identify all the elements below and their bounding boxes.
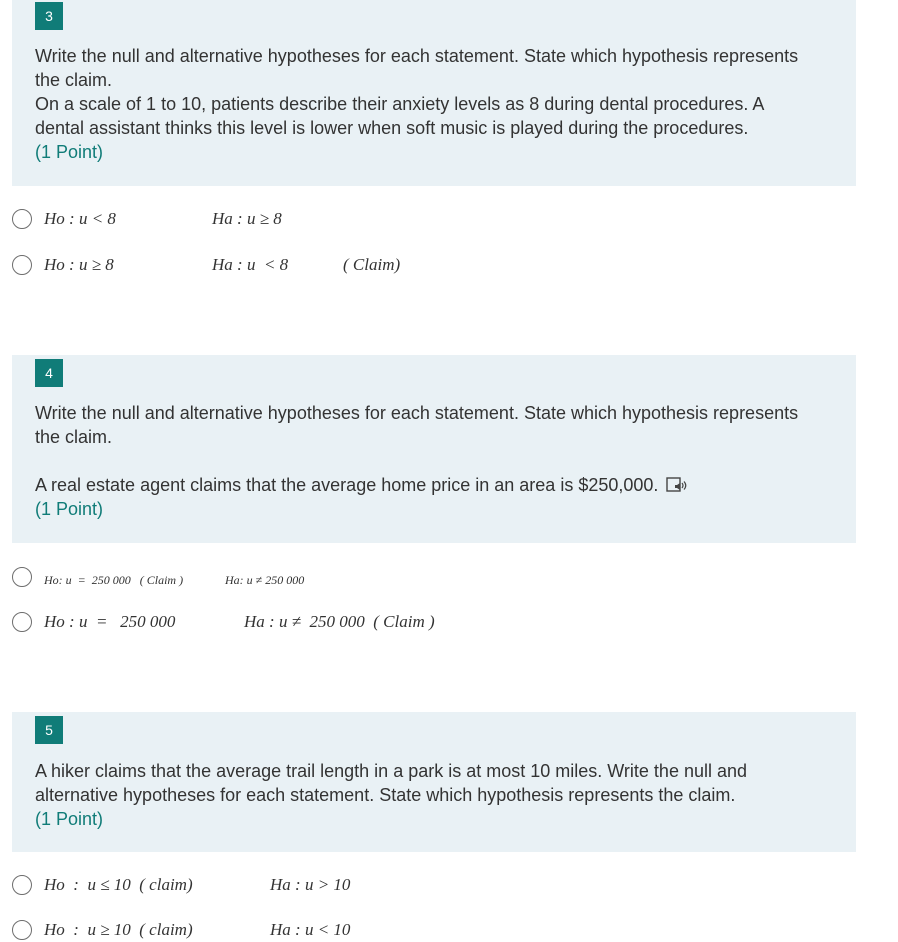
- question-4-card: [12, 355, 856, 543]
- question-5-card: [12, 712, 856, 852]
- radio-button[interactable]: [12, 255, 32, 275]
- option-q5-b[interactable]: [12, 918, 32, 942]
- radio-button[interactable]: [12, 875, 32, 895]
- option-q3-a[interactable]: [12, 207, 32, 231]
- option-q4-b-null: Ho : u = 250 000: [44, 612, 176, 631]
- question-text: [35, 44, 816, 164]
- spacer: [35, 449, 816, 473]
- option-q3-b-alt: Ha : u < 8: [212, 255, 289, 274]
- immersive-reader-icon[interactable]: [666, 476, 688, 494]
- option-q4-b[interactable]: [12, 610, 32, 634]
- question-instruction: Write the null and alternative hypotheses for each statement. State which hypothesis represents the claim.: [35, 46, 799, 90]
- radio-button[interactable]: [12, 920, 32, 940]
- option-q4-a[interactable]: [12, 565, 32, 589]
- option-q4-a-null: Ho: u = 250 000 ( Claim ): [44, 573, 184, 587]
- question-statement: On a scale of 1 to 10, patients describe their anxiety levels as 8 during dental procedures. A dental assistant thinks this level is lower when soft music is played during the procedures.: [35, 94, 764, 138]
- question-statement-line: [35, 473, 816, 497]
- option-q5-a-alt: Ha : u > 10: [270, 875, 351, 894]
- option-q3-b[interactable]: [12, 253, 32, 277]
- question-text: [35, 401, 816, 521]
- option-q3-b-null: Ho : u ≥ 8: [44, 255, 114, 274]
- option-q3-a-alt: Ha : u ≥ 8: [212, 209, 282, 228]
- option-q5-a-null: Ho : u ≤ 10 ( claim): [44, 875, 193, 894]
- radio-button[interactable]: [12, 612, 32, 632]
- question-number-badge: 3: [35, 2, 63, 30]
- question-statement: A real estate agent claims that the average home price in an area is $250,000.: [35, 475, 659, 495]
- option-q5-b-alt: Ha : u < 10: [270, 920, 351, 939]
- option-q5-a[interactable]: [12, 873, 32, 897]
- question-number-badge: 4: [35, 359, 63, 387]
- question-points: (1 Point): [35, 142, 104, 162]
- option-q4-b-alt: Ha : u ≠ 250 000 ( Claim ): [244, 612, 435, 631]
- question-text: [35, 759, 816, 831]
- option-q5-b-null: Ho : u ≥ 10 ( claim): [44, 920, 193, 939]
- option-q4-a-alt: Ha: u ≠ 250 000: [225, 573, 305, 587]
- option-q3-a-null: Ho : u < 8: [44, 209, 116, 228]
- question-points: (1 Point): [35, 809, 104, 829]
- question-points: (1 Point): [35, 499, 104, 519]
- question-3-card: [12, 0, 856, 186]
- question-statement: A hiker claims that the average trail length in a park is at most 10 miles. Write the null and alternative hypotheses for each statement. State which hypothesis represents the claim.: [35, 761, 748, 805]
- option-q3-b-claim: ( Claim): [343, 255, 401, 274]
- radio-button[interactable]: [12, 567, 32, 587]
- question-number-badge: 5: [35, 716, 63, 744]
- question-instruction: Write the null and alternative hypotheses for each statement. State which hypothesis represents the claim.: [35, 403, 799, 447]
- radio-button[interactable]: [12, 209, 32, 229]
